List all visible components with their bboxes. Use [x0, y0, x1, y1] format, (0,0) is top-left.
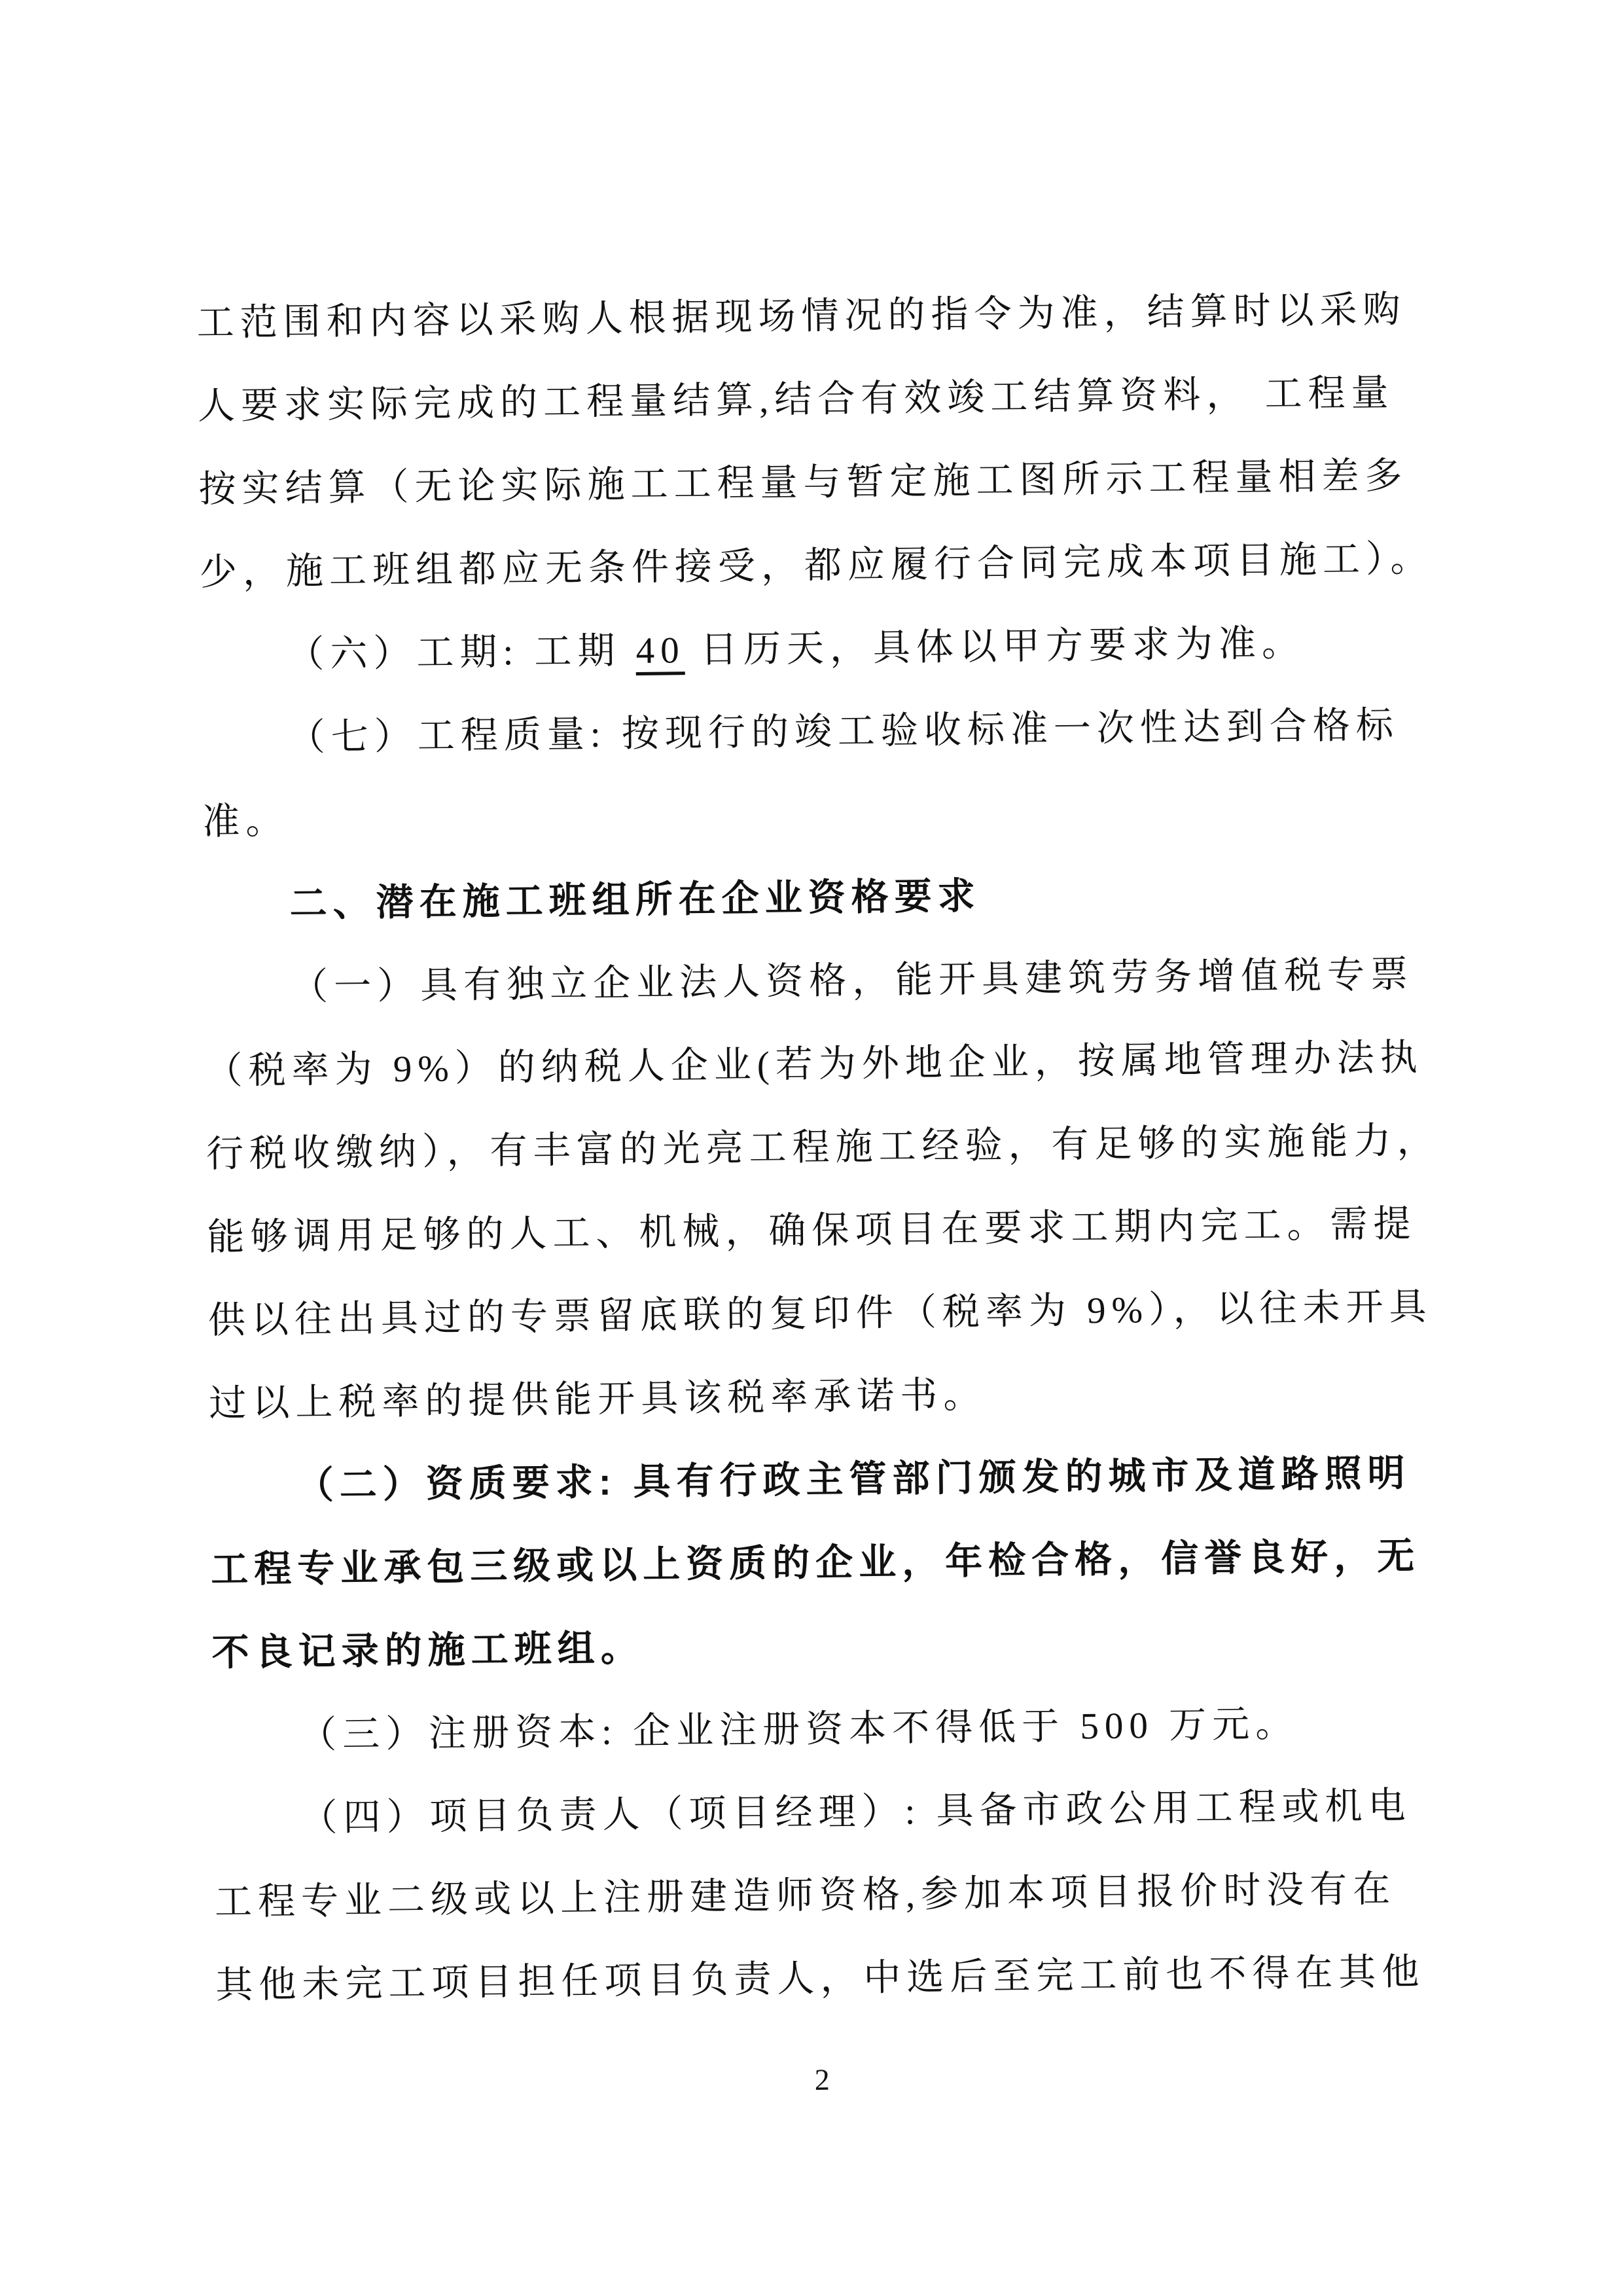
qualification-requirement-line: （二）资质要求: 具有行政主管部门颁发的城市及道路照明	[296, 1452, 1411, 1507]
requirement-line: （一）具有独立企业法人资格，能开具建筑劳务增值税专票	[290, 954, 1414, 1009]
requirement-line: 行税收缴纳），有丰富的光亮工程施工经验，有足够的实施能力，	[205, 1120, 1440, 1175]
paragraph-line: 人要求实际完成的工程量结算,结合有效竣工结算资料， 工程量	[197, 372, 1395, 427]
project-manager-line: 工程专业二级或以上注册建造师资格,参加本项目报价时没有在	[214, 1868, 1397, 1924]
duration-days-underlined-value: 40	[635, 630, 685, 675]
paragraph-line: 少，施工班组都应无条件接受，都应履行合同完成本项目施工）。	[199, 538, 1434, 594]
paragraph-line: 按实结算（无论实际施工工程量与暂定施工图所示工程量相差多	[198, 455, 1408, 511]
clause-duration-prefix: （六）工期: 工期	[287, 630, 637, 676]
section-heading: 二、潜在施工班组所在企业资格要求	[289, 875, 982, 925]
project-manager-line: 其他未完工项目担任项目负责人，中选后至完工前也不得在其他	[215, 1951, 1425, 2007]
clause-duration-suffix: 日历天，具体以甲方要求为准。	[685, 622, 1306, 672]
requirement-line: （税率为 9%）的纳税人企业(若为外地企业，按属地管理办法执	[205, 1037, 1424, 1092]
clause-quality-line: （七）工程质量: 按现行的竣工验收标准一次性达到合格标	[287, 704, 1400, 759]
requirement-line: 供以往出具过的专票留底联的复印件（税率为 9%），以往未开具	[207, 1286, 1433, 1342]
registered-capital-line: （三）注册资本: 企业注册资本不得低于 500 万元。	[298, 1703, 1299, 1756]
project-manager-line: （四）项目负责人（项目经理）: 具备市政公用工程或机电	[300, 1785, 1412, 1839]
requirement-line: 能够调用足够的人工、机械，确保项目在要求工期内完工。需提	[207, 1203, 1417, 1259]
page-number: 2	[814, 2062, 830, 2097]
qualification-requirement-line: 不良记录的施工班组。	[211, 1626, 645, 1674]
clause-quality-line: 准。	[202, 800, 289, 843]
qualification-requirement-line: 工程专业承包三级或以上资质的企业，年检合格，信誉良好，无	[210, 1535, 1421, 1591]
requirement-line: 过以上税率的提供能开具该税率承诺书。	[209, 1374, 987, 1425]
paragraph-line: 工范围和内容以采购人根据现场情况的指令为准，结算时以采购	[196, 289, 1406, 344]
body-text	[196, 268, 1459, 2027]
clause-duration-line	[200, 600, 1444, 698]
